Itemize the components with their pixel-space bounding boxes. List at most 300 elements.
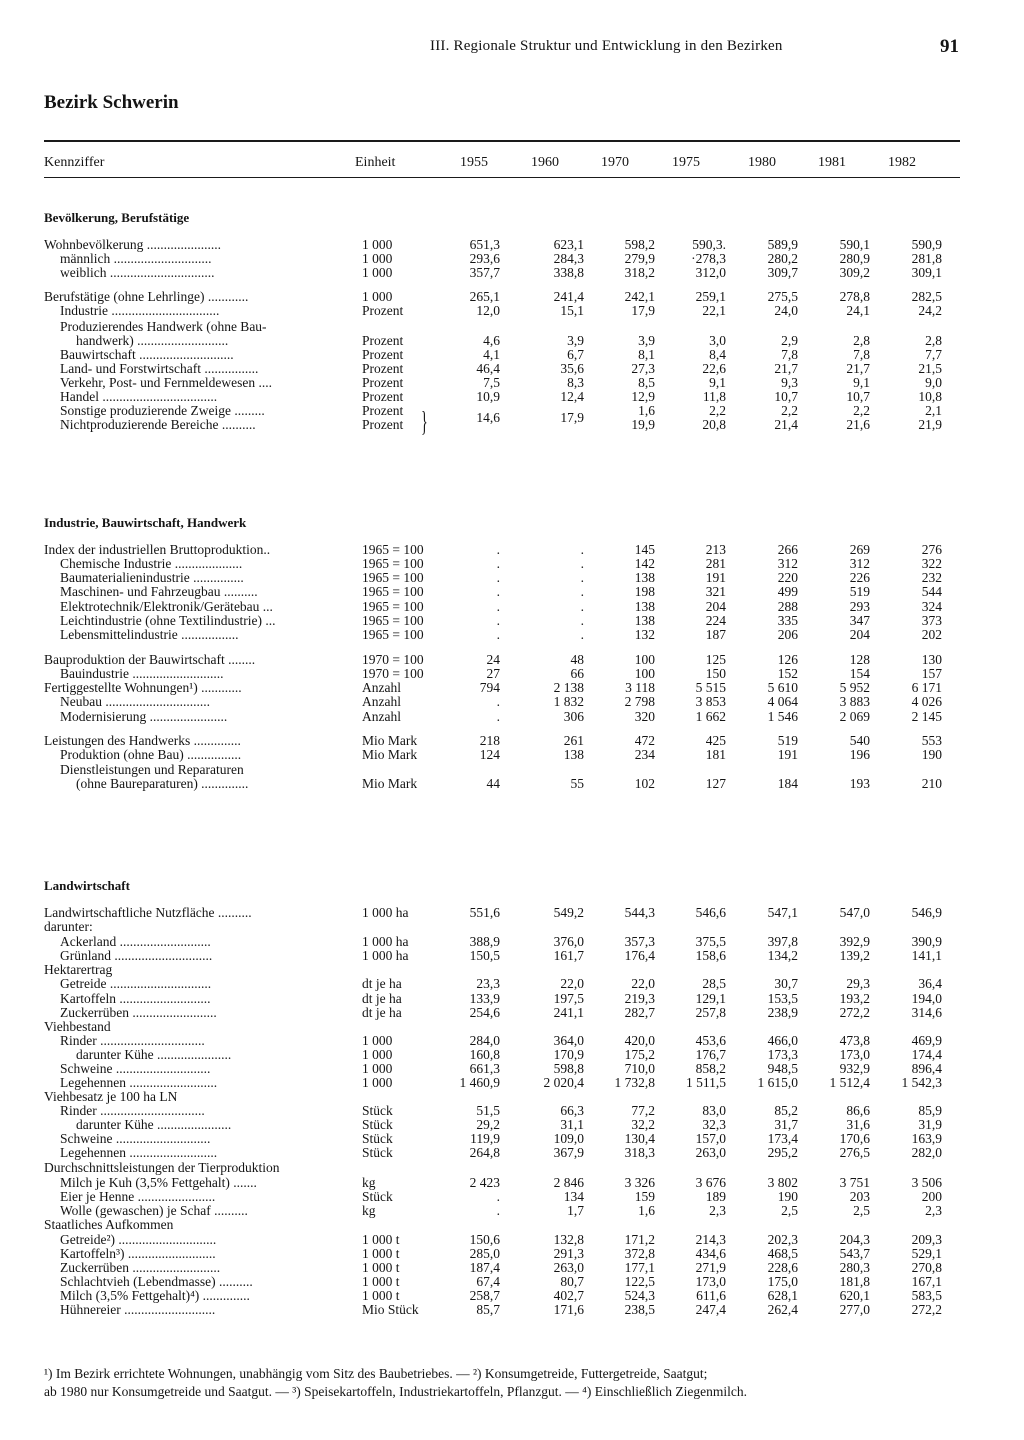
cell-value: .	[496, 599, 500, 614]
table-row	[0, 777, 1024, 791]
cell-value: 279,9	[624, 251, 655, 266]
row-unit: Prozent	[362, 389, 404, 404]
cell-value: 204	[849, 627, 870, 642]
cell-value: 173,0	[839, 1047, 870, 1062]
cell-value: 473,8	[839, 1033, 870, 1048]
footnote: ¹) Im Bezirk errichtete Wohnungen, unabhängig vom Sitz des Baubetriebes. — ²) Konsumgetreide, Futtergetreide, Saatgut;	[44, 1366, 708, 1381]
cell-value: 152	[777, 666, 798, 681]
cell-value: 10,9	[476, 389, 500, 404]
cell-value: 280,2	[767, 251, 798, 266]
cell-value: 364,0	[553, 1033, 584, 1048]
cell-value: 2 020,4	[543, 1075, 584, 1090]
cell-value: 324	[921, 599, 942, 614]
cell-value: 48	[570, 652, 584, 667]
cell-value: 129,1	[695, 991, 726, 1006]
cell-value: .	[496, 694, 500, 709]
cell-value: 519	[849, 584, 870, 599]
cell-value: 5 610	[767, 680, 798, 695]
row-unit: 1965 = 100	[362, 570, 424, 585]
cell-value: 3 118	[625, 680, 655, 695]
row-label: Industrie ................................	[60, 304, 220, 318]
row-unit: 1 000 ha	[362, 905, 409, 920]
cell-value: .	[496, 1203, 500, 1218]
cell-value: 21,5	[918, 361, 942, 376]
table-row	[0, 614, 1024, 628]
cell-value: 8,1	[638, 347, 655, 362]
row-label: Chemische Industrie ....................	[60, 557, 243, 571]
cell-value: 390,9	[911, 934, 942, 949]
cell-value: 372,8	[624, 1246, 655, 1261]
row-label: Schlachtvieh (Lebendmasse) ..........	[60, 1275, 253, 1289]
row-unit: Stück	[362, 1189, 393, 1204]
cell-value: 181	[705, 747, 726, 762]
cell-value: 124	[479, 747, 500, 762]
cell-value: 170,6	[839, 1131, 870, 1146]
cell-value: 338,8	[553, 265, 584, 280]
cell-value: 17,9	[631, 303, 655, 318]
table-row	[0, 734, 1024, 748]
table-row	[0, 1020, 1024, 1034]
section-heading: Landwirtschaft	[44, 878, 130, 893]
cell-value: 2 145	[911, 709, 942, 724]
section-heading: Industrie, Bauwirtschaft, Handwerk	[44, 515, 247, 530]
cell-value: 12,4	[560, 389, 584, 404]
row-unit: Prozent	[362, 417, 404, 432]
cell-value: 3 802	[767, 1175, 798, 1190]
row-unit: 1965 = 100	[362, 556, 424, 571]
cell-value: 276	[921, 542, 942, 557]
cell-value: .	[580, 556, 584, 571]
cell-value: 284,0	[469, 1033, 500, 1048]
cell-value: 55	[570, 776, 584, 791]
cell-value: 2,2	[853, 403, 870, 418]
cell-value: 285,0	[469, 1246, 500, 1261]
cell-value: 7,8	[853, 347, 870, 362]
cell-value: 204,3	[839, 1232, 870, 1247]
cell-value: 312,0	[695, 265, 726, 280]
row-unit: Stück	[362, 1103, 393, 1118]
row-label: Index der industriellen Bruttoproduktion..	[44, 543, 271, 557]
cell-value: 176,7	[695, 1047, 726, 1062]
cell-value: 187	[705, 627, 726, 642]
table-row	[0, 585, 1024, 599]
cell-value: 434,6	[695, 1246, 726, 1261]
cell-value: 291,3	[553, 1246, 584, 1261]
cell-value: .	[580, 584, 584, 599]
row-label: Schweine ............................	[60, 1062, 211, 1076]
cell-value: 373	[921, 613, 942, 628]
cell-value: 85,2	[774, 1103, 798, 1118]
cell-value: 24,2	[918, 303, 942, 318]
row-unit: dt je ha	[362, 991, 402, 1006]
row-unit: Prozent	[362, 403, 404, 418]
cell-value: 628,1	[767, 1288, 798, 1303]
cell-value: 29,3	[846, 976, 870, 991]
cell-value: 10,7	[774, 389, 798, 404]
cell-value: 153,5	[767, 991, 798, 1006]
cell-value: 590,3.	[692, 237, 726, 252]
cell-value: 932,9	[839, 1061, 870, 1076]
cell-value: 4 064	[767, 694, 798, 709]
table-row	[0, 290, 1024, 304]
row-unit: 1 000 t	[362, 1232, 400, 1247]
cell-value: 8,3	[567, 375, 584, 390]
row-label: Baumaterialienindustrie ...............	[60, 571, 244, 585]
cell-value: 4,6	[483, 333, 500, 348]
row-label: Bauproduktion der Bauwirtschaft ........	[44, 653, 256, 667]
cell-value: 35,6	[560, 361, 584, 376]
cell-value: 10,7	[846, 389, 870, 404]
cell-value: 2 798	[624, 694, 655, 709]
cell-value: 202	[921, 627, 942, 642]
cell-value: .	[580, 627, 584, 642]
table-row	[0, 1303, 1024, 1317]
cell-value: 583,5	[911, 1288, 942, 1303]
row-label: (ohne Baureparaturen) ..............	[76, 777, 249, 791]
row-unit: 1970 = 100	[362, 666, 424, 681]
cell-value: 367,9	[553, 1145, 584, 1160]
cell-value: 3,0	[709, 333, 726, 348]
cell-value: 1 511,5	[686, 1075, 726, 1090]
cell-value: 388,9	[469, 934, 500, 949]
cell-value: 335	[777, 613, 798, 628]
cell-value: 20,8	[702, 417, 726, 432]
cell-value: 1 832	[553, 694, 584, 709]
merged-value-row	[0, 411, 1024, 425]
cell-value: 661,3	[469, 1061, 500, 1076]
row-label: Milch je Kuh (3,5% Fettgehalt) .......	[60, 1176, 257, 1190]
cell-value: ·278,3	[691, 251, 726, 266]
row-unit: Mio Mark	[362, 776, 418, 791]
row-unit: Anzahl	[362, 709, 401, 724]
cell-value: .	[580, 542, 584, 557]
table-row	[0, 710, 1024, 724]
cell-value: 173,3	[767, 1047, 798, 1062]
cell-value: 130	[921, 652, 942, 667]
cell-value: 173,0	[695, 1274, 726, 1289]
row-unit: kg	[362, 1203, 376, 1218]
column-header-year: 1970	[601, 155, 629, 170]
cell-value: 309,1	[911, 265, 942, 280]
table-row	[0, 1161, 1024, 1175]
cell-value: 46,4	[476, 361, 500, 376]
cell-value: 2,1	[925, 403, 942, 418]
row-unit: 1 000	[362, 1047, 393, 1062]
cell-value: 309,2	[839, 265, 870, 280]
page-number: 91	[940, 36, 959, 57]
cell-value: 1 732,8	[614, 1075, 655, 1090]
row-label: Rinder ...............................	[60, 1104, 205, 1118]
cell-value: 420,0	[624, 1033, 655, 1048]
cell-value: 187,4	[469, 1260, 500, 1275]
cell-value: 2 069	[839, 709, 870, 724]
cell-value: .	[496, 542, 500, 557]
table-row	[0, 763, 1024, 777]
cell-value: 278,8	[839, 289, 870, 304]
cell-value: 22,0	[631, 976, 655, 991]
row-unit: 1970 = 100	[362, 652, 424, 667]
cell-value: 2,9	[781, 333, 798, 348]
table-row	[0, 920, 1024, 934]
row-label: Sonstige produzierende Zweige .........	[60, 404, 265, 418]
row-unit: 1 000 ha	[362, 934, 409, 949]
cell-value: 184	[777, 776, 798, 791]
row-label: Legehennen ..........................	[60, 1146, 218, 1160]
table-row	[0, 935, 1024, 949]
row-label: handwerk) ...........................	[76, 334, 229, 348]
row-label: Staatliches Aufkommen	[44, 1218, 174, 1232]
table-row	[0, 1275, 1024, 1289]
cell-value: 948,5	[767, 1061, 798, 1076]
cell-value: 24,0	[774, 303, 798, 318]
cell-value: 133,9	[469, 991, 500, 1006]
table-row	[0, 1233, 1024, 1247]
cell-value: 271,9	[695, 1260, 726, 1275]
row-label: Durchschnittsleistungen der Tierproduktion	[44, 1161, 280, 1175]
cell-value: 392,9	[839, 934, 870, 949]
row-label: Bauindustrie ...........................	[60, 667, 224, 681]
cell-value: 547,0	[839, 905, 870, 920]
cell-value: 191	[777, 747, 798, 762]
cell-value: 4 026	[911, 694, 942, 709]
cell-value: 122,5	[624, 1274, 655, 1289]
cell-value: 263,0	[695, 1145, 726, 1160]
column-header-unit: Einheit	[355, 155, 396, 170]
table-row	[0, 1090, 1024, 1104]
cell-value: 100	[634, 652, 655, 667]
footnote: ab 1980 nur Konsumgetreide und Saatgut. — ³) Speisekartoffeln, Industriekartoffeln, Pflanzgut. — ⁴) Einschließlich Ziegenmilch.	[44, 1384, 747, 1399]
cell-value: 295,2	[767, 1145, 798, 1160]
table-row	[0, 977, 1024, 991]
row-unit: 1 000 t	[362, 1274, 400, 1289]
table-row	[0, 1146, 1024, 1160]
row-unit: Prozent	[362, 375, 404, 390]
cell-value: 132,8	[553, 1232, 584, 1247]
cell-value: 472	[634, 733, 655, 748]
cell-value: 173,4	[767, 1131, 798, 1146]
cell-value: 9,0	[925, 375, 942, 390]
cell-value: 127	[705, 776, 726, 791]
cell-value: 214,3	[695, 1232, 726, 1247]
row-unit: 1 000	[362, 1033, 393, 1048]
row-label: Dienstleistungen und Reparaturen	[60, 763, 244, 777]
cell-value: .	[496, 584, 500, 599]
row-label: Produzierendes Handwerk (ohne Bau-	[60, 320, 267, 334]
header-rule	[44, 177, 960, 178]
cell-value: 794	[479, 680, 500, 695]
cell-value: 210	[921, 776, 942, 791]
row-label: Hühnereier ...........................	[60, 1303, 216, 1317]
row-label: Land- und Forstwirtschaft ................	[60, 362, 259, 376]
cell-value: 21,7	[774, 361, 798, 376]
running-header: III. Regionale Struktur und Entwicklung in den Bezirken	[430, 38, 783, 54]
cell-value: 280,3	[839, 1260, 870, 1275]
row-label: Kartoffeln³) ..........................	[60, 1247, 216, 1261]
cell-value: 32,2	[631, 1117, 655, 1132]
cell-value: 710,0	[624, 1061, 655, 1076]
cell-value: 150,5	[469, 948, 500, 963]
row-label: darunter:	[44, 920, 93, 934]
cell-value: 170,9	[553, 1047, 584, 1062]
cell-value: 86,6	[846, 1103, 870, 1118]
cell-value: 288	[777, 599, 798, 614]
cell-value: 2 423	[469, 1175, 500, 1190]
cell-value: 154	[849, 666, 870, 681]
cell-value: 23,3	[476, 976, 500, 991]
cell-value: 11,8	[702, 389, 726, 404]
row-label: Schweine ............................	[60, 1132, 211, 1146]
row-unit: Stück	[362, 1145, 393, 1160]
cell-value: 3,9	[567, 333, 584, 348]
cell-value: 1 542,3	[901, 1075, 942, 1090]
cell-value: 197,5	[553, 991, 584, 1006]
cell-value: 163,9	[911, 1131, 942, 1146]
cell-value: 8,5	[638, 375, 655, 390]
row-unit: 1965 = 100	[362, 584, 424, 599]
row-label: Produktion (ohne Bau) ................	[60, 748, 242, 762]
cell-value: 3 751	[839, 1175, 870, 1190]
column-header-year: 1980	[748, 155, 776, 170]
cell-value: 276,5	[839, 1145, 870, 1160]
cell-value: 306	[563, 709, 584, 724]
table-row	[0, 1218, 1024, 1232]
cell-value: 322	[921, 556, 942, 571]
cell-value: 293	[849, 599, 870, 614]
cell-value: 66	[570, 666, 584, 681]
table-row	[0, 334, 1024, 348]
cell-value: 266	[777, 542, 798, 557]
cell-value: 2,5	[781, 1203, 798, 1218]
cell-value: 22,0	[560, 976, 584, 991]
row-unit: Prozent	[362, 347, 404, 362]
cell-value: 191	[705, 570, 726, 585]
table-row	[0, 266, 1024, 280]
cell-value: 157	[921, 666, 942, 681]
row-unit: 1965 = 100	[362, 599, 424, 614]
cell-value: 275,5	[767, 289, 798, 304]
cell-value: 161,7	[553, 948, 584, 963]
row-label: Leistungen des Handwerks ..............	[44, 734, 241, 748]
cell-value: 29,2	[476, 1117, 500, 1132]
cell-value: 27,3	[631, 361, 655, 376]
row-label: Kartoffeln ...........................	[60, 992, 211, 1006]
table-row	[0, 1076, 1024, 1090]
cell-value: 259,1	[695, 289, 726, 304]
cell-value: 219,3	[624, 991, 655, 1006]
cell-value: 3,9	[638, 333, 655, 348]
row-label: Eier je Henne .......................	[60, 1190, 216, 1204]
row-unit: Anzahl	[362, 694, 401, 709]
cell-value: 1 512,4	[829, 1075, 870, 1090]
table-row	[0, 992, 1024, 1006]
table-row	[0, 1289, 1024, 1303]
row-label: Neubau ...............................	[60, 695, 210, 709]
table-row	[0, 1204, 1024, 1218]
cell-value: 3 676	[695, 1175, 726, 1190]
cell-value: 402,7	[553, 1288, 584, 1303]
cell-value: 24	[486, 652, 500, 667]
cell-value: 159	[634, 1189, 655, 1204]
cell-value: 8,4	[709, 347, 726, 362]
cell-value: 376,0	[553, 934, 584, 949]
cell-value: 262,4	[767, 1302, 798, 1317]
cell-value: 7,8	[781, 347, 798, 362]
cell-value: 242,1	[624, 289, 655, 304]
cell-value: 150,6	[469, 1232, 500, 1247]
table-row	[0, 362, 1024, 376]
top-rule	[44, 140, 960, 142]
cell-value: 226	[849, 570, 870, 585]
row-label: Handel ..................................	[60, 390, 218, 404]
cell-value: 138	[634, 613, 655, 628]
row-unit: Stück	[362, 1131, 393, 1146]
cell-value: 194,0	[911, 991, 942, 1006]
cell-value: 130,4	[624, 1131, 655, 1146]
cell-value: 138	[563, 747, 584, 762]
cell-value: 171,6	[553, 1302, 584, 1317]
cell-value: 1,6	[638, 1203, 655, 1218]
cell-value: 549,2	[553, 905, 584, 920]
cell-value: 397,8	[767, 934, 798, 949]
cell-value: 544	[921, 584, 942, 599]
cell-value: 15,1	[560, 303, 584, 318]
cell-value: 83,0	[702, 1103, 726, 1118]
table-row	[0, 1132, 1024, 1146]
cell-value: 85,7	[476, 1302, 500, 1317]
cell-value: 425	[705, 733, 726, 748]
cell-value: 357,3	[624, 934, 655, 949]
row-unit: 1 000	[362, 251, 393, 266]
cell-value: 9,3	[781, 375, 798, 390]
cell-value: 589,9	[767, 237, 798, 252]
row-label: Lebensmittelindustrie .................	[60, 628, 239, 642]
cell-value: 126	[777, 652, 798, 667]
cell-value: 9,1	[709, 375, 726, 390]
column-header-label: Kennziffer	[44, 155, 105, 170]
cell-value: 269	[849, 542, 870, 557]
cell-value: 1 460,9	[459, 1075, 500, 1090]
cell-value: .	[496, 570, 500, 585]
cell-value: 30,7	[774, 976, 798, 991]
row-label: Leichtindustrie (ohne Textilindustrie) ...	[60, 614, 276, 628]
cell-value: 139,2	[839, 948, 870, 963]
cell-value: 6,7	[567, 347, 584, 362]
cell-value: 67,4	[476, 1274, 500, 1289]
cell-value: 277,0	[839, 1302, 870, 1317]
cell-value: 220	[777, 570, 798, 585]
cell-value: 234	[634, 747, 655, 762]
row-label: Zuckerrüben ..........................	[60, 1261, 221, 1275]
cell-value: 529,1	[911, 1246, 942, 1261]
cell-value: 238,9	[767, 1005, 798, 1020]
cell-value: 36,4	[918, 976, 942, 991]
row-label: Modernisierung .......................	[60, 710, 228, 724]
cell-value: 241,4	[553, 289, 584, 304]
table-row	[0, 1062, 1024, 1076]
cell-value: 282,7	[624, 1005, 655, 1020]
cell-value: 318,2	[624, 265, 655, 280]
row-label: Elektrotechnik/Elektronik/Gerätebau ...	[60, 600, 273, 614]
cell-value: 66,3	[560, 1103, 584, 1118]
cell-value: .	[580, 613, 584, 628]
cell-value: 551,6	[469, 905, 500, 920]
cell-value: 198	[634, 584, 655, 599]
cell-value: 142	[634, 556, 655, 571]
cell-value: .	[580, 599, 584, 614]
cell-value: 540	[849, 733, 870, 748]
row-label: Getreide²) .............................	[60, 1233, 217, 1247]
column-header-year: 1955	[460, 155, 488, 170]
